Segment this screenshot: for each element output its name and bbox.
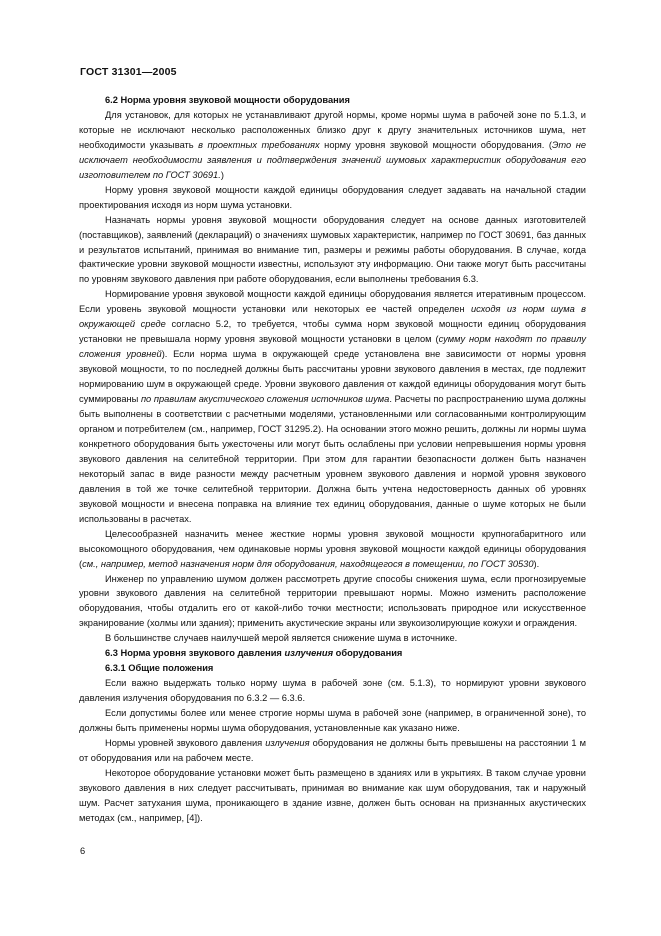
section-6-2-title: 6.2 Норма уровня звуковой мощности оборудования (105, 95, 350, 105)
paragraph (79, 706, 586, 736)
text-run: Если важно выдержать только норму шума в рабочей зоне (см. 5.1.3), то нормируют уровни звукового давления излучения оборудования по 6.3.2 — 6.3.6. (79, 678, 586, 704)
paragraph (79, 631, 586, 646)
document-header: ГОСТ 31301—2005 (80, 66, 177, 78)
text-run: Если допустимы более или менее строгие нормы шума в рабочей зоне (например, в ограниченной зоне), то должны быть применены нормы шума оборудования, установленные как указано ниже. (79, 708, 586, 734)
text-run: ). (533, 558, 540, 569)
emphasis-text: излучения (265, 737, 310, 748)
text-run: Назначать нормы уровня звуковой мощности оборудования следует на основе данных изготовителей (поставщиков), заявлений (деклараций) о значениях шумовых характеристик, например по ГОСТ 30691, баз данных и результатов испытаний, принимая во внимание тип, размеры и режимы работы оборудования. В случае, когда фактические уровни звуковой мощности известны, используют эту информацию. Они также могут быть рассчитаны по уровням звукового давления при работе оборудования, если выполнены требования 6.3. (79, 214, 586, 285)
paragraph (79, 572, 586, 632)
section-6-3-title (79, 646, 586, 661)
emphasis-text: в проектных требованиях (198, 139, 320, 150)
text-run: Для установок, для которых не устанавливают другой нормы, кроме нормы шума в рабочей зоне по 5.1.3, и которые не исключают несколько расположенных близко друг к другу значительных источников шума, нет необходимости указывать (79, 109, 586, 150)
section-6-3-title-post: оборудования (333, 648, 403, 659)
paragraph (79, 287, 586, 526)
emphasis-text: Это не исключает необходимости заявления и подтверждения значений шумовых характеристик оборудования его изготовителем по ГОСТ 30691. (79, 139, 587, 180)
text-run: Нормы уровней звукового давления (105, 737, 266, 748)
section-6-3-title-pre: 6.3 Норма уровня звукового давления (105, 648, 285, 659)
section-6-3-title-emphasis: излучения (284, 648, 334, 659)
text-run: Инженер по управлению шумом должен рассмотреть другие способы снижения шума, если прогнозируемые уровни звукового давления на селитебной территории превышают нормы. Можно изменить расположение оборудования, чтобы отдалить его от какой-либо точки местности; использовать природное или искусственное экранирование (холмы или здания); применить акустические экраны или звукоизолирующие кожухи и ограждения. (79, 573, 586, 629)
emphasis-text: сумму норм находят по правилу сложения уровней (79, 334, 586, 360)
text-run: оборудования не должны быть превышены на расстоянии 1 м от оборудования или на рабочем месте. (79, 737, 586, 763)
text-run: В большинстве случаев наилучшей мерой является снижение шума в источнике. (105, 633, 458, 644)
paragraph (79, 108, 586, 183)
emphasis-text: по правилам акустического сложения источников шума (140, 394, 390, 405)
text-run: согласно 5.2, то требуется, чтобы сумма норм звуковой мощности единиц оборудования установки не превышала норму уровня звуковой мощности установки в целом ( (79, 319, 587, 345)
paragraph (79, 183, 586, 213)
paragraph (79, 213, 586, 288)
text-run: . Расчеты по распространению шума должны быть выполнены в соответствии с расчетными моделями, установленными или согласованными контролирующим органом и потребителем (см., например, ГОСТ 31295.2). На основании этого можно решить, должны ли нормы шума конкретного оборудования быть ужесточены или могут быть ослаблены при условии непревышения нормы уровня звукового давления на селитебной территории. При этом для гарантии безопасности должен быть назначен некоторый запас в виде разности между расчетным уровнем звукового давления и нормой уровня звукового давления в той же точке селитебной территории. Должна быть учтена недостоверность данных об уровнях звуковой мощности и внесена поправка на влияние тех единиц оборудования, данные о шуме которых не были использованы в расчетах. (79, 394, 586, 524)
text-run: ) (220, 169, 224, 180)
paragraph (79, 736, 586, 766)
paragraph (79, 676, 586, 706)
document-body (79, 93, 586, 826)
section-6-3-1-title: 6.3.1 Общие положения (105, 663, 214, 674)
text-run: норму уровня звуковой мощности оборудования. ( (319, 139, 552, 150)
text-run: Некоторое оборудование установки может быть размещено в зданиях или в укрытиях. В таком случае уровни звукового давления в них следует рассчитывать, принимая во внимание как шум оборудования, так и наружный шум. Расчет затухания шума, проникающего в здание извне, должен быть основан на признанных акустических методах (см., например, [4]). (79, 767, 586, 823)
text-run: Нормирование уровня звуковой мощности каждой единицы оборудования является итеративным процессом. Если уровень звуковой мощности установки или некоторых ее частей определен (79, 289, 586, 315)
text-run: ). Если норма шума в окружающей среде установлена вне зависимости от нормы уровня звуковой мощности, то по последней должны быть рассчитаны уровни звукового давления в местах, где подлежит нормированию шум в окружающей среде. Уровни звукового давления от каждой единицы оборудования могут быть суммированы (79, 349, 586, 405)
page-number: 6 (80, 846, 86, 856)
text-run: Норму уровня звуковой мощности каждой единицы оборудования следует задавать на начальной стадии проектирования исходя из норм шума установки. (79, 184, 586, 210)
emphasis-text: исходя из норм шума в окружающей среде (79, 304, 587, 330)
emphasis-text: см., например, метод назначения норм для оборудования, находящегося в помещении, по ГОСТ 30530 (82, 558, 534, 569)
paragraph (79, 766, 586, 826)
text-run: Целесообразней назначить менее жесткие нормы уровня звуковой мощности крупногабаритного или высокомощного оборудования, чем одинаковые нормы уровня звуковой мощности каждой единицы оборудования ( (79, 528, 586, 569)
paragraph (79, 527, 586, 572)
